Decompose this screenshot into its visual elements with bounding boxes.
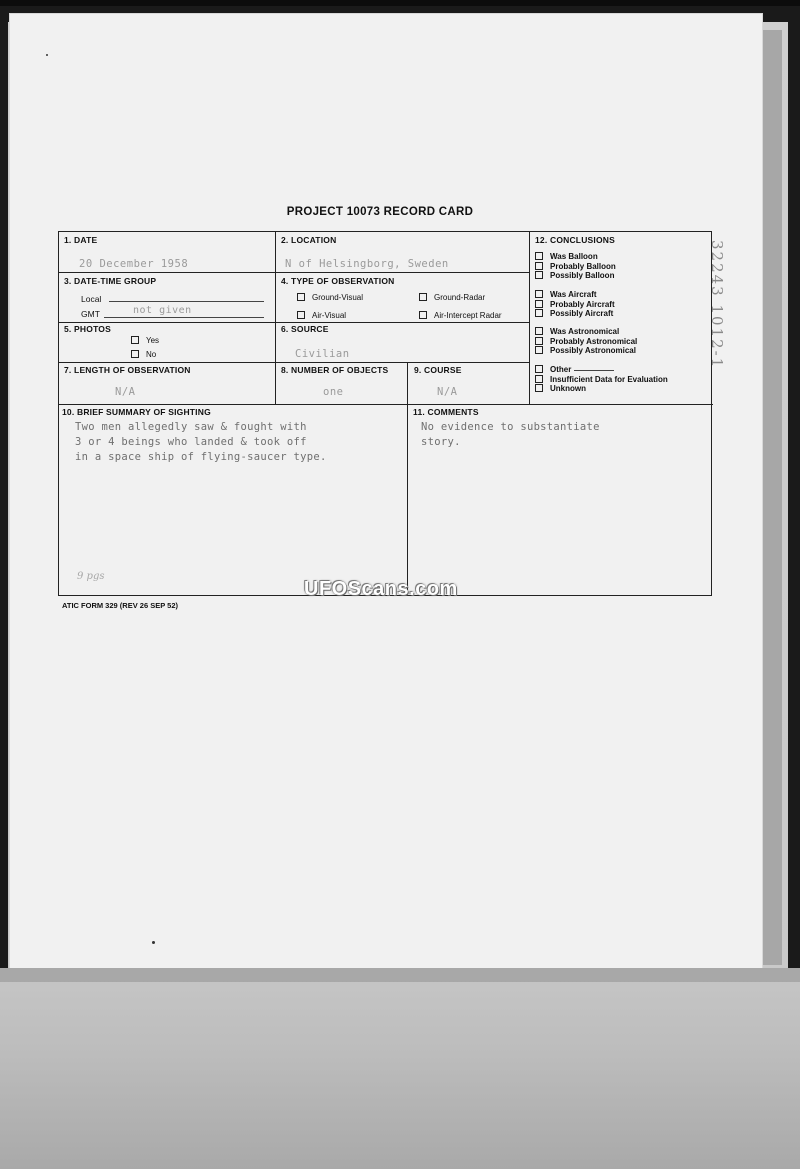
conclusion-possibly-astronomical[interactable]: Possibly Astronomical	[535, 346, 637, 356]
conclusion-was-balloon[interactable]: Was Balloon	[535, 252, 616, 262]
summary-line: in a space ship of flying-saucer type.	[75, 451, 327, 463]
conclusion-other[interactable]: Other	[535, 365, 668, 375]
conclusion-group-other	[535, 365, 668, 394]
conclusion-was-astronomical[interactable]: Was Astronomical	[535, 327, 637, 337]
number-of-objects-value: one	[323, 386, 344, 398]
comments-line: story.	[421, 436, 461, 448]
form-number: ATIC FORM 329 (REV 26 SEP 52)	[62, 601, 179, 610]
divider	[59, 322, 529, 323]
conclusion-was-aircraft[interactable]: Was Aircraft	[535, 290, 615, 300]
sheet-shadow	[762, 30, 782, 965]
date-label: 1. DATE	[64, 235, 98, 245]
conclusion-group-balloon	[535, 252, 616, 281]
dust-speck	[46, 54, 48, 56]
conclusion-possibly-balloon[interactable]: Possibly Balloon	[535, 271, 616, 281]
lower-film-strip	[0, 968, 800, 1169]
conclusion-unknown[interactable]: Unknown	[535, 384, 668, 394]
dust-speck	[152, 941, 155, 944]
date-value: 20 December 1958	[79, 258, 189, 270]
conclusion-group-astronomical	[535, 327, 637, 356]
gmt-line	[104, 317, 264, 318]
comments-label: 11. COMMENTS	[413, 407, 479, 417]
local-label: Local	[81, 294, 102, 304]
gmt-label: GMT	[81, 309, 100, 319]
watermark: UFOScans.com	[304, 578, 458, 600]
divider	[275, 232, 276, 404]
conclusions-label: 12. CONCLUSIONS	[535, 235, 615, 245]
number-of-objects-label: 8. NUMBER OF OBJECTS	[281, 365, 389, 375]
photos-yes[interactable]: Yes	[131, 336, 159, 345]
location-label: 2. LOCATION	[281, 235, 337, 245]
record-card	[58, 231, 712, 596]
comments-line: No evidence to substantiate	[421, 421, 600, 433]
option-ground-visual[interactable]: Ground-Visual	[297, 293, 363, 302]
summary-label: 10. BRIEF SUMMARY OF SIGHTING	[62, 407, 211, 417]
divider	[529, 232, 530, 404]
length-of-observation-value: N/A	[115, 386, 136, 398]
option-ground-radar[interactable]: Ground-Radar	[419, 293, 485, 302]
source-label: 6. SOURCE	[281, 324, 329, 334]
divider	[59, 362, 529, 363]
course-label: 9. COURSE	[414, 365, 462, 375]
source-value: Civilian	[295, 348, 350, 360]
conclusion-possibly-aircraft[interactable]: Possibly Aircraft	[535, 309, 615, 319]
conclusion-group-aircraft	[535, 290, 615, 319]
conclusion-probably-astronomical[interactable]: Probably Astronomical	[535, 337, 637, 347]
length-of-observation-label: 7. LENGTH OF OBSERVATION	[64, 365, 191, 375]
divider	[407, 362, 408, 404]
location-value: N of Helsingborg, Sweden	[285, 258, 449, 270]
margin-handwriting: 32243 1012-1	[708, 240, 726, 370]
photos-label: 5. PHOTOS	[64, 324, 111, 334]
photos-no[interactable]: No	[131, 350, 156, 359]
local-line	[109, 301, 264, 302]
gmt-value: not given	[133, 305, 192, 316]
divider	[407, 404, 408, 596]
conclusion-insufficient-data[interactable]: Insufficient Data for Evaluation	[535, 375, 668, 385]
divider	[59, 404, 713, 405]
conclusion-probably-aircraft[interactable]: Probably Aircraft	[535, 300, 615, 310]
divider	[59, 272, 529, 273]
option-air-visual[interactable]: Air-Visual	[297, 311, 346, 320]
film-frame-edge	[0, 0, 800, 6]
summary-line: Two men allegedly saw & fought with	[75, 421, 307, 433]
type-of-observation-label: 4. TYPE OF OBSERVATION	[281, 276, 395, 286]
summary-line: 3 or 4 beings who landed & took off	[75, 436, 307, 448]
card-title: PROJECT 10073 RECORD CARD	[286, 206, 474, 218]
date-time-group-label: 3. DATE-TIME GROUP	[64, 276, 157, 286]
course-value: N/A	[437, 386, 458, 398]
option-air-intercept-radar[interactable]: Air-Intercept Radar	[419, 311, 502, 320]
conclusion-probably-balloon[interactable]: Probably Balloon	[535, 262, 616, 272]
pencil-note: 9 pgs	[77, 571, 105, 582]
